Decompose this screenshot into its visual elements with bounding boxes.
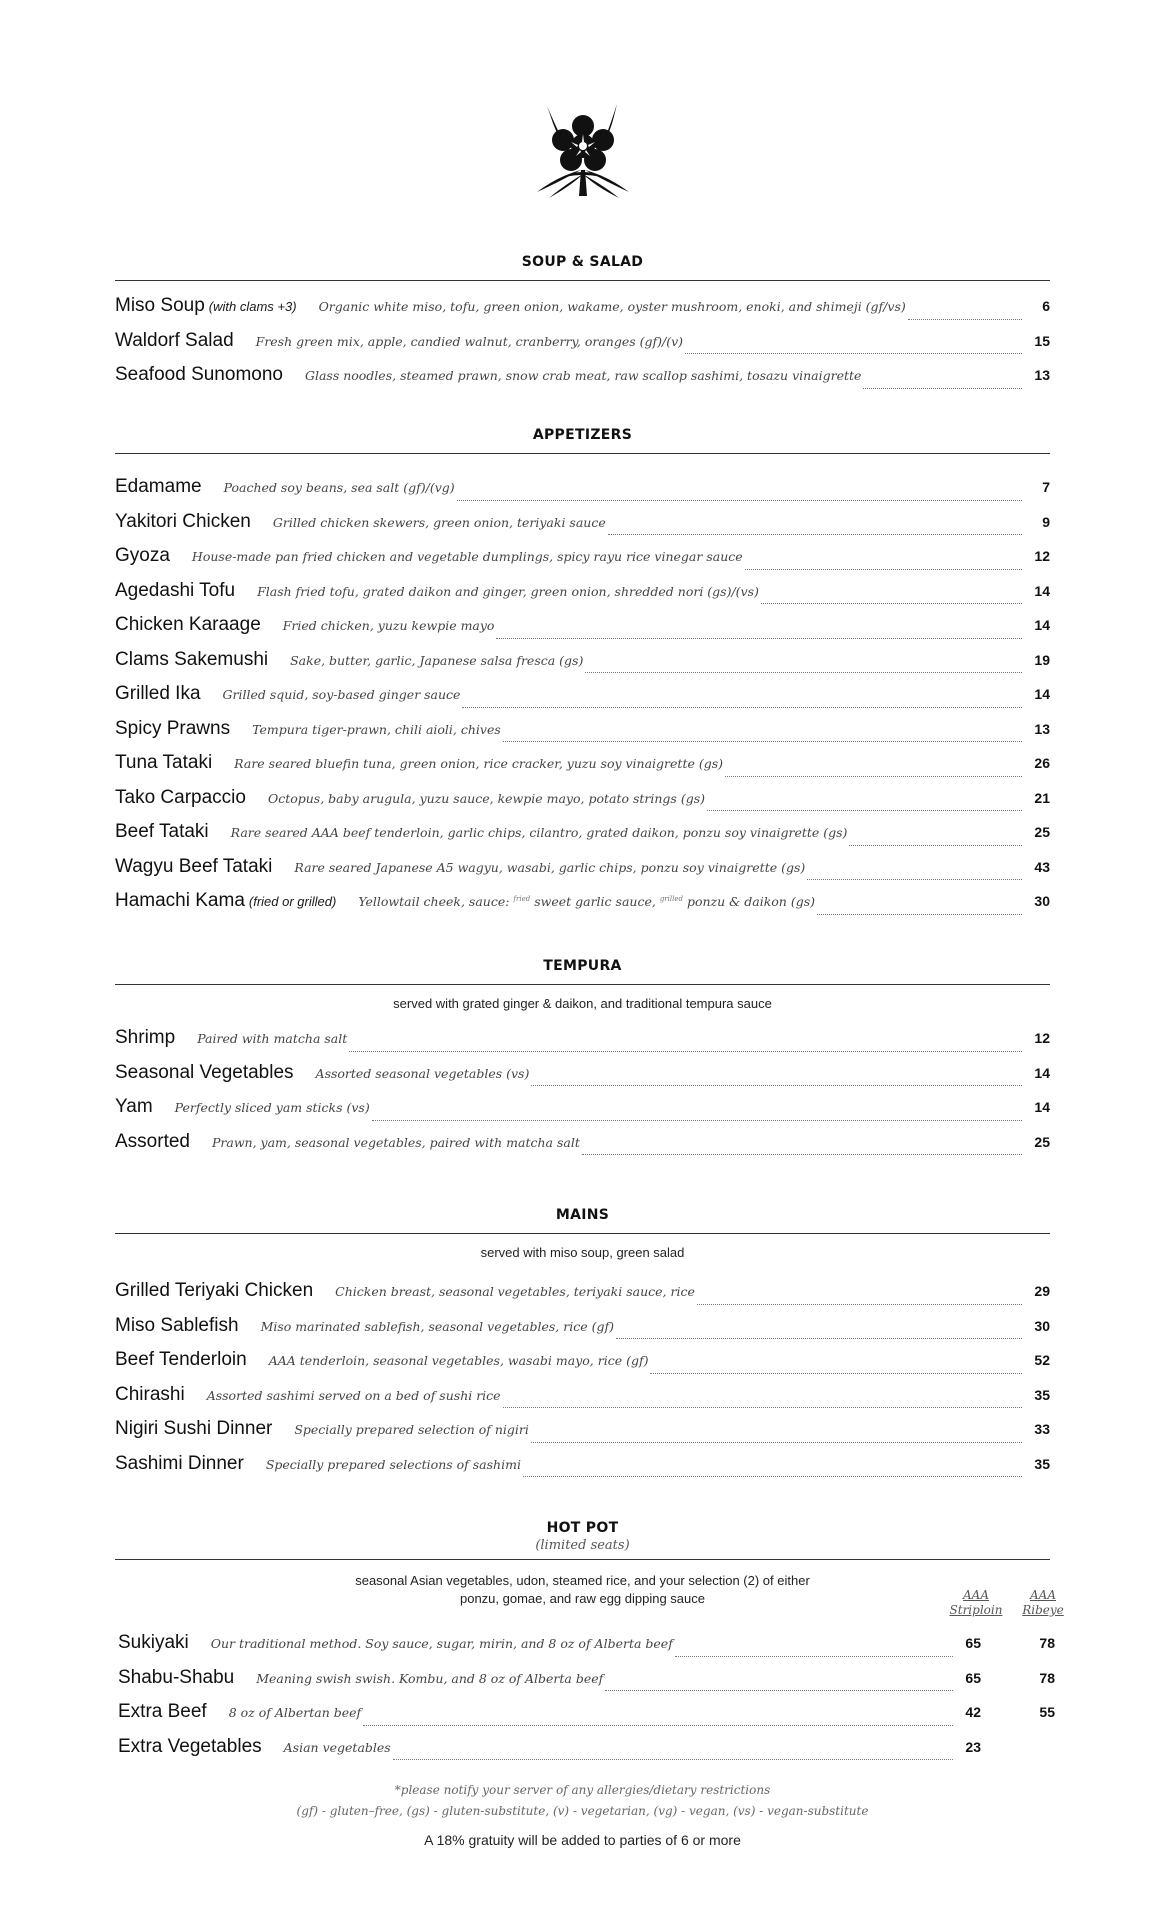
mains-section: [115, 1207, 1050, 1487]
menu-item-spicy-prawns: Spicy Prawns Tempura tiger-prawn, chili aioli, chives 13: [115, 718, 1050, 753]
col-head-striploin: AAA Striploin: [949, 1588, 1003, 1617]
menu-item-agedashi-tofu: Agedashi Tofu Flash fried tofu, grated daikon and ginger, green onion, shredded nori (gs)/(vs) 14: [115, 580, 1050, 615]
divider: [115, 453, 1050, 454]
menu-item-nigiri-sushi-dinner: Nigiri Sushi Dinner Specially prepared selection of nigiri 33: [115, 1418, 1050, 1453]
menu-item-hamachi-kama: Hamachi Kama (fried or grilled) Yellowtail cheek, sauce: $^{fried}$ sweet garlic sauce, $^{grilled}$ ponzu & daikon (gs) 30: [115, 890, 1050, 925]
appetizers-section: [115, 427, 1050, 925]
divider: [115, 984, 1050, 985]
footer: [115, 1780, 1050, 1848]
menu-item-grilled-teriyaki-chicken: Grilled Teriyaki Chicken Chicken breast, seasonal vegetables, teriyaki sauce, rice 29: [115, 1280, 1050, 1315]
menu-item-chicken-karaage: Chicken Karaage Fried chicken, yuzu kewpie mayo 14: [115, 614, 1050, 649]
gratuity-note: A 18% gratuity will be added to parties of 6 or more: [424, 1832, 741, 1848]
menu-item-shrimp: Shrimp Paired with matcha salt 12: [115, 1027, 1050, 1062]
menu-item-wagyu-beef-tataki: Wagyu Beef Tataki Rare seared Japanese A5 wagyu, wasabi, garlic chips, ponzu soy vinaigrette (gs) 43: [115, 856, 1050, 891]
menu-item-clams-sakemushi: Clams Sakemushi Sake, butter, garlic, Japanese salsa fresca (gs) 19: [115, 649, 1050, 684]
menu-item-extra-vegetables: Extra Vegetables Asian vegetables 23: [118, 1736, 1055, 1771]
hot-pot-subtitle: (limited seats): [535, 1538, 630, 1553]
tempura-section: [115, 958, 1050, 1165]
divider: [115, 1559, 1050, 1560]
hot-pot-title: HOT POT: [546, 1520, 619, 1536]
menu-item-extra-beef: Extra Beef 8 oz of Albertan beef 42 55: [118, 1701, 1055, 1736]
tempura-note: served with grated ginger & daikon, and traditional tempura sauce: [393, 996, 772, 1011]
tempura-title: TEMPURA: [543, 958, 622, 974]
menu-item-beef-tenderloin: Beef Tenderloin AAA tenderloin, seasonal vegetables, wasabi mayo, rice (gf) 52: [115, 1349, 1050, 1384]
menu-item-assorted: Assorted Prawn, yam, seasonal vegetables, paired with matcha salt 25: [115, 1131, 1050, 1166]
menu-item-gyoza: Gyoza House-made pan fried chicken and vegetable dumplings, spicy rayu rice vinegar sauce 12: [115, 545, 1050, 580]
menu-item-chirashi: Chirashi Assorted sashimi served on a bed of sushi rice 35: [115, 1384, 1050, 1419]
plum-blossom-crest-icon: [533, 104, 633, 200]
divider: [115, 1233, 1050, 1234]
dietary-legend: (gf) - gluten–free, (gs) - gluten-substitute, (v) - vegetarian, (vg) - vegan, (vs) - vegan-substitute: [296, 1804, 869, 1818]
menu-item-yakitori-chicken: Yakitori Chicken Grilled chicken skewers, green onion, teriyaki sauce 9: [115, 511, 1050, 546]
hot-pot-section: [115, 1520, 1064, 1770]
menu-item-miso-soup: Miso Soup (with clams +3) Organic white miso, tofu, green onion, wakame, oyster mushroom, enoki, and shimeji (gf/vs) 6: [115, 295, 1050, 330]
allergy-note: *please notify your server of any allergies/dietary restrictions: [394, 1783, 771, 1797]
divider: [115, 280, 1050, 281]
hot-pot-note: seasonal Asian vegetables, udon, steamed rice, and your selection (2) of either ponzu, gomae, and raw egg dipping sauce: [355, 1573, 810, 1606]
mains-title: MAINS: [555, 1207, 610, 1223]
soup-salad-title: SOUP & SALAD: [521, 254, 644, 270]
menu-item-miso-sablefish: Miso Sablefish Miso marinated sablefish, seasonal vegetables, rice (gf) 30: [115, 1315, 1050, 1350]
menu-item-grilled-ika: Grilled Ika Grilled squid, soy-based ginger sauce 14: [115, 683, 1050, 718]
menu-item-shabu-shabu: Shabu-Shabu Meaning swish swish. Kombu, and 8 oz of Alberta beef 65 78: [118, 1667, 1055, 1702]
soup-salad-section: [115, 254, 1050, 399]
menu-item-yam: Yam Perfectly sliced yam sticks (vs) 14: [115, 1096, 1050, 1131]
menu-item-seasonal-vegetables: Seasonal Vegetables Assorted seasonal vegetables (vs) 14: [115, 1062, 1050, 1097]
appetizers-title: APPETIZERS: [532, 427, 633, 443]
col-head-ribeye: AAA Ribeye: [1022, 1588, 1064, 1617]
menu-item-sukiyaki: Sukiyaki Our traditional method. Soy sauce, sugar, mirin, and 8 oz of Alberta beef 65 78: [118, 1632, 1055, 1667]
menu-item-beef-tataki: Beef Tataki Rare seared AAA beef tenderloin, garlic chips, cilantro, grated daikon, ponzu soy vinaigrette (gs) 25: [115, 821, 1050, 856]
mains-note: served with miso soup, green salad: [480, 1245, 685, 1260]
menu-item-tuna-tataki: Tuna Tataki Rare seared bluefin tuna, green onion, rice cracker, yuzu soy vinaigrette (gs) 26: [115, 752, 1050, 787]
menu-item-waldorf-salad: Waldorf Salad Fresh green mix, apple, candied walnut, cranberry, oranges (gf)/(v) 15: [115, 330, 1050, 365]
menu-item-tako-carpaccio: Tako Carpaccio Octopus, baby arugula, yuzu sauce, kewpie mayo, potato strings (gs) 21: [115, 787, 1050, 822]
menu-item-sashimi-dinner: Sashimi Dinner Specially prepared selections of sashimi 35: [115, 1453, 1050, 1488]
menu-item-seafood-sunomono: Seafood Sunomono Glass noodles, steamed prawn, snow crab meat, raw scallop sashimi, tosazu vinaigrette 13: [115, 364, 1050, 399]
menu-item-edamame: Edamame Poached soy beans, sea salt (gf)/(vg) 7: [115, 476, 1050, 511]
